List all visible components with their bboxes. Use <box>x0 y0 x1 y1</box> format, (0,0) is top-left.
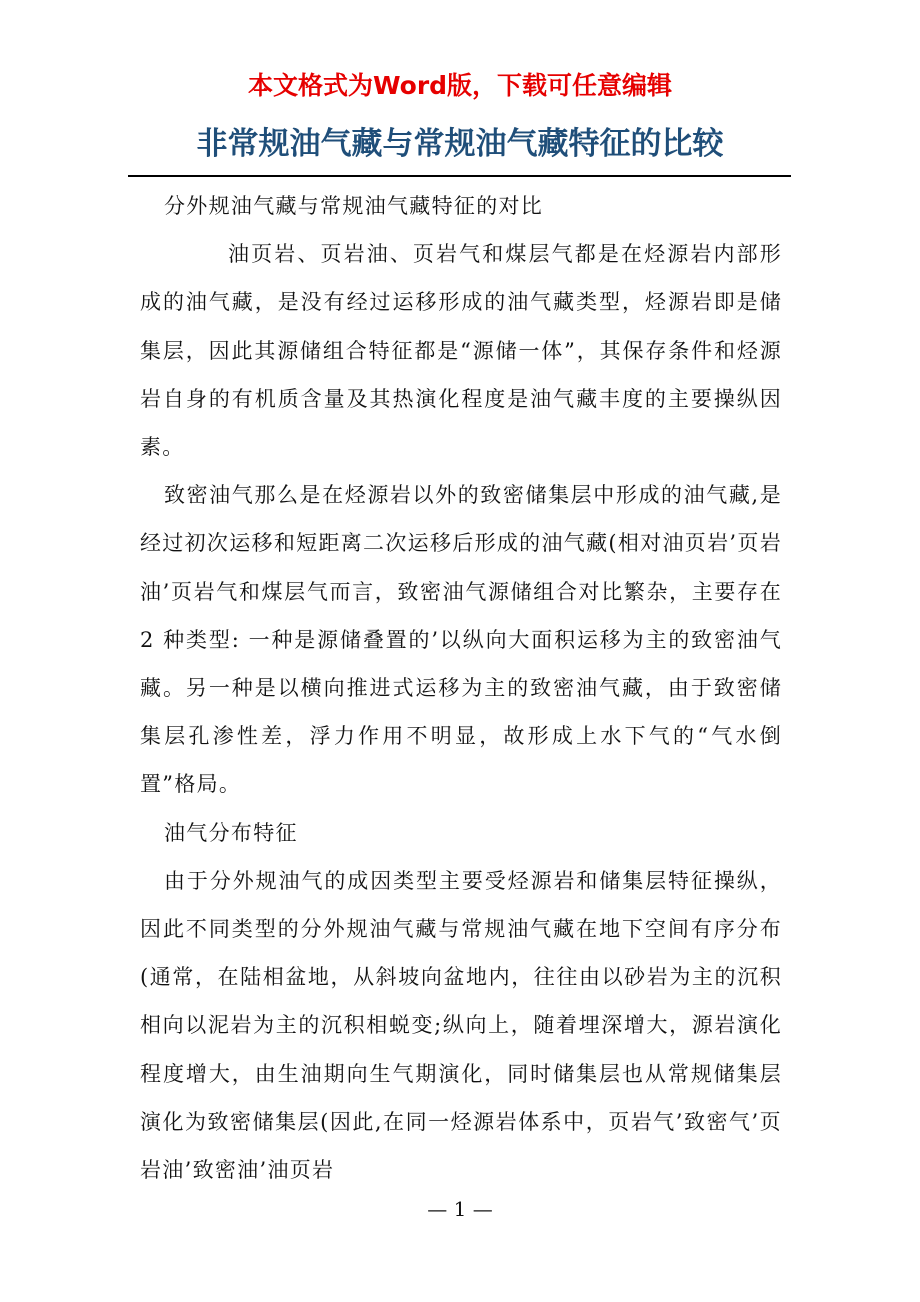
paragraph: 致密油气那么是在烃源岩以外的致密储集层中形成的油气藏,是经过初次运移和短距离二次运移后形成的油气藏(相对油页岩’页岩油’页岩气和煤层气而言，致密油气源储组合对比繁杂，主要存在2 种类型: 一种是源储叠置的’以纵向大面积运移为主的致密油气藏。另一种是以横向推进式运移为主的致密油气藏，由于致密储集层孔渗性差，浮力作用不明显，故形成上水下气的“气水倒置”格局。 <box>140 483 782 797</box>
page-number: — 1 — <box>427 1197 493 1221</box>
document-body <box>140 182 782 1194</box>
download-banner: 本文格式为Word版，下载可任意编辑 <box>247 71 673 100</box>
title-underline <box>128 175 791 177</box>
section-heading: 分外规油气藏与常规油气藏特征的对比 <box>164 194 544 218</box>
document-title: 非常规油气藏与常规油气藏特征的比较 <box>196 126 724 162</box>
section-heading: 油气分布特征 <box>164 820 298 845</box>
paragraph: 油页岩、页岩油、页岩气和煤层气都是在烃源岩内部形成的油气藏，是没有经过运移形成的油气藏类型，烃源岩即是储集层，因此其源储组合特征都是“源储一体”，其保存条件和烃源岩自身的有机质含量及其热演化程度是油气藏丰度的主要操纵因素。 <box>140 242 782 460</box>
paragraph: 由于分外规油气的成因类型主要受烃源岩和储集层特征操纵，因此不同类型的分外规油气藏与常规油气藏在地下空间有序分布(通常，在陆相盆地，从斜坡向盆地内，往往由以砂岩为主的沉积相向以泥岩为主的沉积相蜕变;纵向上，随着埋深增大，源岩演化程度增大，由生油期向生气期演化，同时储集层也从常规储集层演化为致密储集层(因此,在同一烃源岩体系中，页岩气’致密气’页岩油’致密油’油页岩 <box>140 868 782 1183</box>
